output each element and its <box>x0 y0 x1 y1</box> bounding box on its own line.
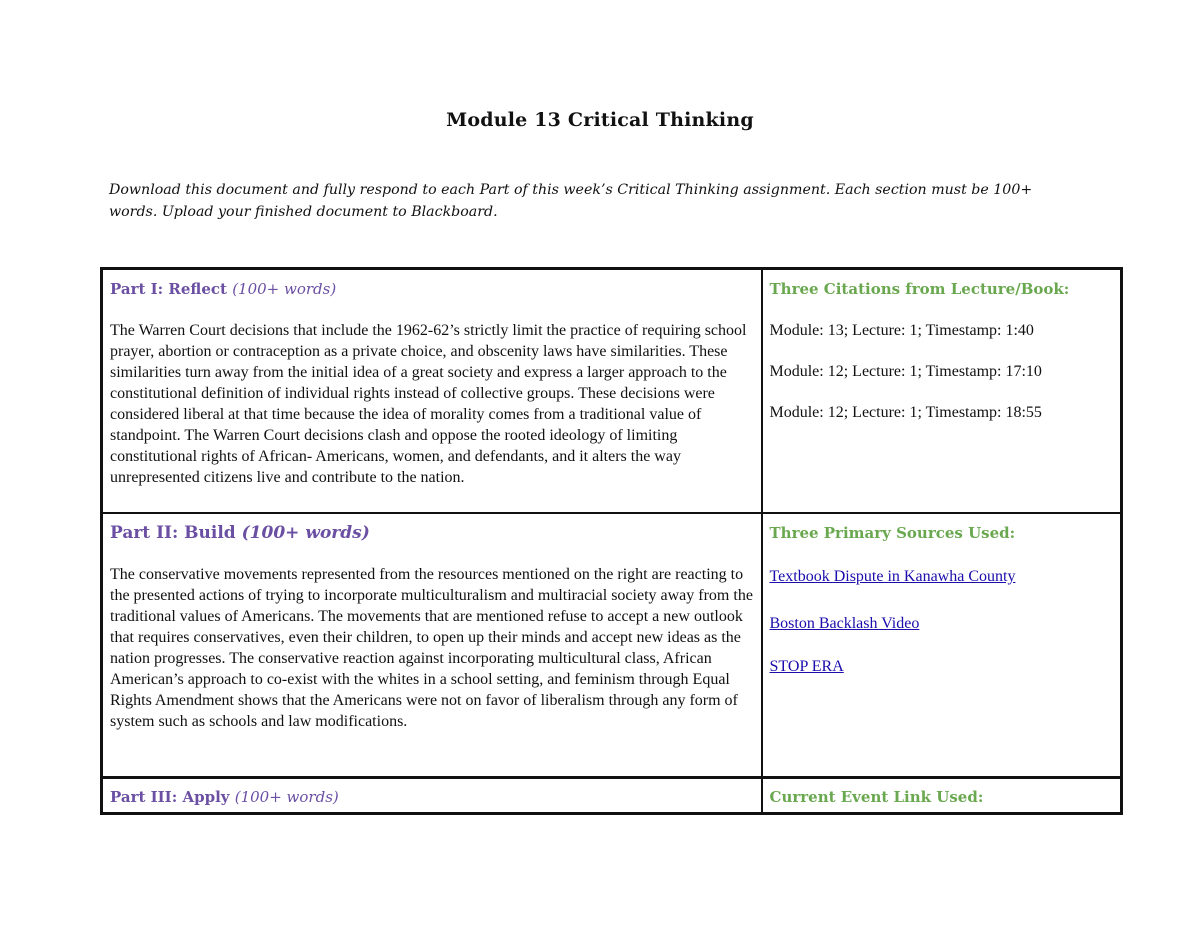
part-1-response-cell[interactable] <box>102 269 762 514</box>
citations-heading: Three Citations from Lecture/Book: <box>769 280 1070 298</box>
table-row-part-1 <box>102 269 1122 514</box>
table-row-part-3 <box>102 778 1122 814</box>
part-1-heading-label: Part I: Reflect <box>110 280 227 298</box>
source-link-kanawha-county[interactable]: Textbook Dispute in Kanawha County <box>769 568 1016 585</box>
citation-item: Module: 12; Lecture: 1; Timestamp: 17:10 <box>769 363 1042 380</box>
document-title: Module 13 Critical Thinking <box>446 109 754 131</box>
part-2-word-count: (100+ words) <box>241 523 370 543</box>
part-2-heading <box>110 522 754 544</box>
part-3-heading-label: Part III: Apply <box>110 788 230 806</box>
primary-sources-heading: Three Primary Sources Used: <box>769 524 1016 542</box>
citation-item: Module: 13; Lecture: 1; Timestamp: 1:40 <box>769 322 1034 339</box>
part-3-word-count: (100+ words) <box>234 788 339 806</box>
part-1-response-text: The Warren Court decisions that include the 1962-62’s strictly limit the practice of requiring school prayer, abortion or contraception as a private choice, and obscenity laws have similarities. These similarities turn away from the initial idea of a great society and express a larger approach to the constitutional definition of individual rights instead of collective groups. These decisions were considered liberal at that time because the idea of morality comes from a traditional value of standpoint. The Warren Court decisions clash and oppose the rooted ideology of limiting constitutional rights of African- Americans, women, and defendants, and it alters the way unrepresented citizens live and contribute to the nation. <box>110 322 747 486</box>
part-1-word-count: (100+ words) <box>232 280 337 298</box>
source-link-boston-backlash[interactable]: Boston Backlash Video <box>769 615 920 632</box>
citation-item: Module: 12; Lecture: 1; Timestamp: 18:55 <box>769 404 1042 421</box>
part-1-heading <box>110 278 754 300</box>
part-3-heading <box>110 786 754 808</box>
table-row-part-2 <box>102 513 1122 778</box>
part-2-response-cell[interactable] <box>102 513 762 778</box>
source-link-stop-era[interactable]: STOP ERA <box>769 658 844 675</box>
assignment-table <box>100 267 1123 815</box>
part-3-response-cell[interactable] <box>102 778 762 814</box>
part-2-sources-cell[interactable] <box>762 513 1122 778</box>
assignment-instructions: Download this document and fully respond to each Part of this week’s Critical Thinking assignment. Each section must be 100+ words. Upload your finished document to Blackboard. <box>109 182 1033 220</box>
part-1-citations-cell[interactable] <box>762 269 1122 514</box>
part-2-heading-label: Part II: Build <box>110 523 236 543</box>
part-2-response-text: The conservative movements represented from the resources mentioned on the right are reacting to the presented actions of trying to incorporate multiculturalism and multiracial society away from the traditional values of Americans. The movements that are mentioned refuse to accept a new outlook that requires conservatives, even their children, to open up their minds and accept new ideas as the nation progresses. The conservative reaction against incorporating multicultural class, African American’s approach to co-exist with the whites in a school setting, and feminism through Equal Rights Amendment shows that the Americans were not on favor of liberalism through any form of system such as schools and law modifications. <box>110 566 753 730</box>
current-event-heading: Current Event Link Used: <box>769 788 984 806</box>
part-3-current-event-cell[interactable] <box>762 778 1122 814</box>
